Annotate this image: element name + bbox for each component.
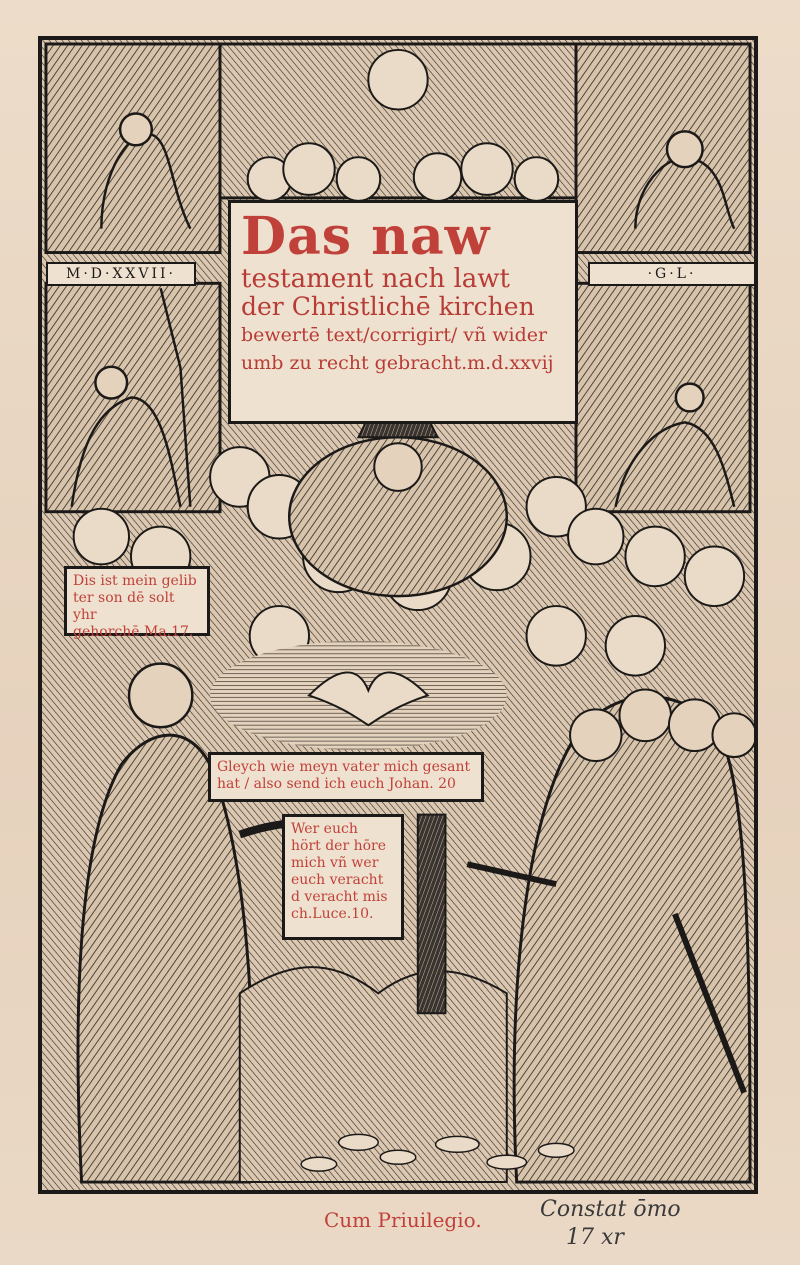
title-line-1: testament nach lawt bbox=[241, 264, 510, 294]
year-strip bbox=[46, 262, 196, 286]
caption-line: mich vñ wer bbox=[291, 855, 379, 871]
caption-john bbox=[208, 752, 484, 802]
privilege-line: Cum Priuilegio. bbox=[324, 1208, 482, 1232]
title-block bbox=[228, 200, 578, 424]
title-line-2: der Christlichē kirchen bbox=[241, 292, 535, 321]
woodcut-frame bbox=[38, 36, 758, 1194]
caption-line: euch veracht bbox=[291, 872, 384, 888]
caption-matthew bbox=[64, 566, 210, 640]
caption-line: d veracht mis bbox=[291, 889, 388, 905]
caption-line: Gleych wie meyn vater mich gesant bbox=[217, 759, 471, 775]
title-line-4: umb zu recht gebracht.m.d.xxvij bbox=[241, 352, 554, 374]
handwritten-note-line-2: 17 xr bbox=[566, 1225, 624, 1250]
year-text: M·D·XXVII· bbox=[65, 266, 176, 282]
title-headline: Das naw bbox=[241, 206, 491, 267]
caption-line: ch.Luce.10. bbox=[291, 906, 374, 922]
initials-strip bbox=[588, 262, 756, 286]
caption-line: hat / also send ich euch Johan. 20 bbox=[217, 776, 456, 792]
handwritten-note-line-1: Constat ōmo bbox=[540, 1197, 681, 1222]
caption-line: ter son dē solt yhr bbox=[73, 590, 175, 623]
initials-text: ·G·L· bbox=[647, 266, 697, 282]
caption-luke bbox=[282, 814, 404, 940]
caption-line: Wer euch bbox=[291, 821, 358, 837]
caption-line: Dis ist mein gelib bbox=[73, 573, 197, 589]
caption-line: hört der hōre bbox=[291, 838, 387, 854]
title-line-3: bewertē text/corrigirt/ vñ wider bbox=[241, 324, 548, 346]
caption-line: gehorchē Ma.17. bbox=[73, 624, 194, 640]
